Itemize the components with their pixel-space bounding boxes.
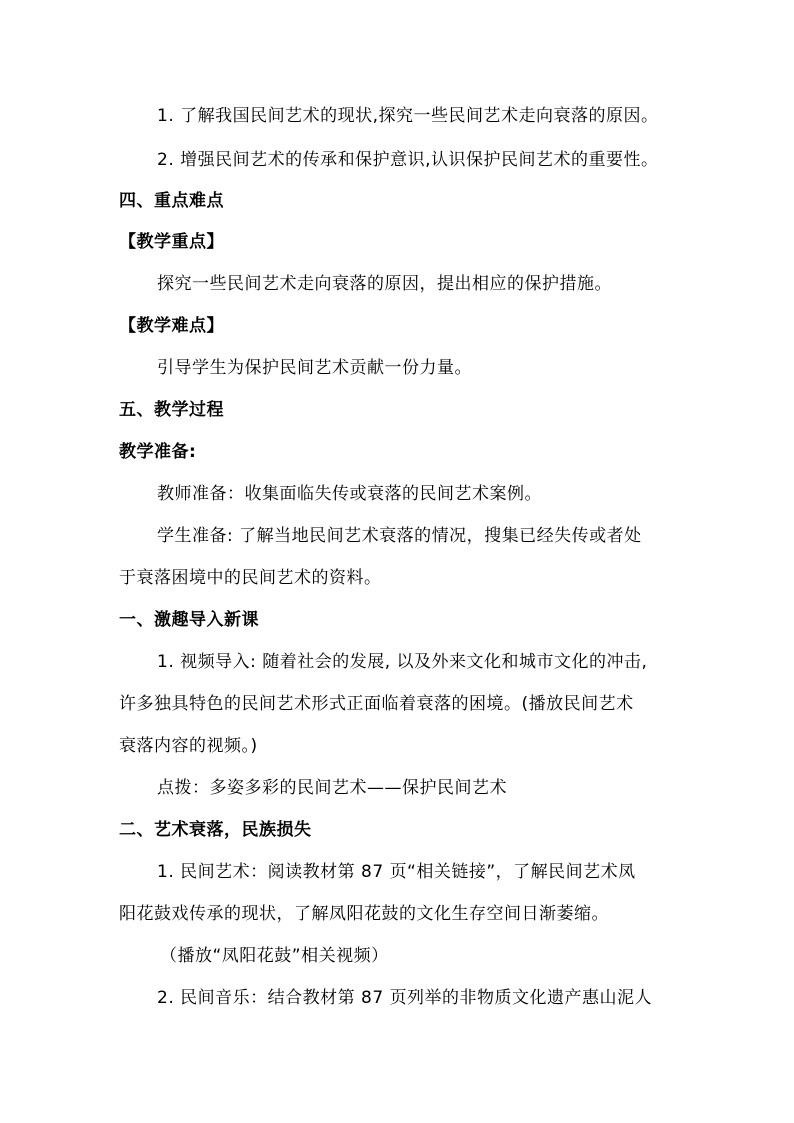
paragraph-video-line-2: 许多独具特色的民间艺术形式正面临着衰落的困境。(播放民间艺术	[119, 694, 634, 714]
paragraph-folk-music-line-1: 2. 民间音乐：结合教材第 87 页列举的非物质文化遗产惠山泥人	[157, 988, 653, 1008]
heading-teaching-difficult: 【教学难点】	[119, 316, 224, 336]
paragraph-student-prep-line-2: 于衰落困境中的民间艺术的资料。	[119, 568, 382, 588]
paragraph-student-prep-line-1: 学生准备: 了解当地民间艺术衰落的情况，搜集已经失传或者处	[157, 526, 642, 546]
paragraph-folk-art-line-1: 1. 民间艺术：阅读教材第 87 页“相关链接”，了解民间艺术凤	[157, 862, 636, 882]
paragraph-teacher-prep: 教师准备：收集面临失传或衰落的民间艺术案例。	[157, 484, 542, 504]
heading-decline: 二、艺术衰落，民族损失	[119, 820, 312, 840]
paragraph-teaching-key: 探究一些民间艺术走向衰落的原因，提出相应的保护措施。	[157, 274, 612, 294]
paragraph-video-line-3: 衰落内容的视频。)	[119, 736, 258, 756]
paragraph-play-video: （播放“凤阳花鼓”相关视频）	[160, 946, 389, 966]
paragraph-goal-2: 2. 增强民间艺术的传承和保护意识,认识保护民间艺术的重要性。	[157, 150, 659, 170]
paragraph-goal-1: 1. 了解我国民间艺术的现状,探究一些民间艺术走向衰落的原因。	[157, 106, 659, 126]
heading-key-difficult: 四、重点难点	[119, 191, 224, 211]
heading-teaching-key: 【教学重点】	[119, 232, 224, 252]
heading-intro: 一、激趣导入新课	[119, 610, 259, 630]
paragraph-teaching-difficult: 引导学生为保护民间艺术贡献一份力量。	[157, 358, 472, 378]
heading-teaching-process: 五、教学过程	[119, 400, 224, 420]
paragraph-video-line-1: 1. 视频导入: 随着社会的发展, 以及外来文化和城市文化的冲击,	[157, 652, 648, 672]
paragraph-folk-art-line-2: 阳花鼓戏传承的现状，了解凤阳花鼓的文化生存空间日渐萎缩。	[119, 904, 609, 924]
paragraph-hint: 点拨：多姿多彩的民间艺术——保护民间艺术	[157, 778, 507, 798]
heading-teaching-prep: 教学准备:	[119, 442, 197, 462]
